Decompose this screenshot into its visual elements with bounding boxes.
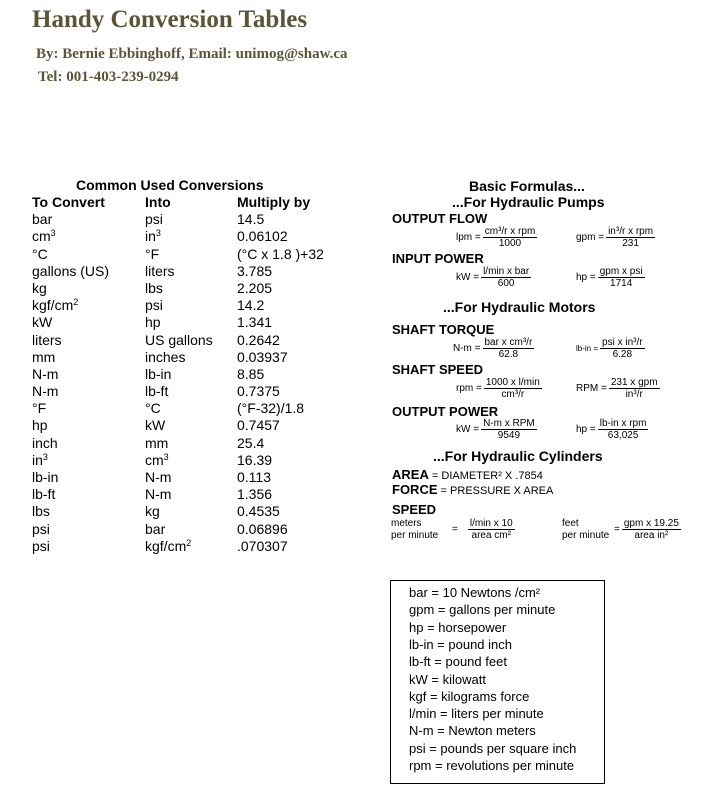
conversion-into: kg (145, 503, 160, 520)
conversion-into: mm (145, 434, 169, 451)
input-power-label: INPUT POWER (392, 251, 484, 266)
formula-shaft-torque-metric: N-m = $\frac{\text{bar x cm³/r}}{62.8}$ (453, 337, 533, 360)
glossary-item: rpm = revolutions per minute (409, 758, 575, 773)
conversion-into: inches (145, 348, 186, 365)
conversion-from: °C (32, 245, 48, 262)
conversion-from: hp (32, 417, 48, 434)
formula-speed-metric: = $\frac{\text{l/min x 10}}{\text{area cm²}}$ (452, 518, 513, 541)
cylinders-title: ...For Hydraulic Cylinders (433, 448, 603, 464)
glossary-item: lb-in = pound inch (409, 636, 512, 652)
conversion-factor: 0.113 (237, 469, 271, 485)
conversion-into: lbs (145, 279, 163, 296)
conversion-into: kW (145, 417, 166, 434)
conversion-factor: 25.4 (237, 434, 265, 451)
conversion-factor: 0.7457 (237, 417, 280, 434)
glossary-item: l/min = liters per minute (409, 706, 544, 722)
conversion-from: lb-in (32, 469, 59, 485)
formula-output-flow-metric: lpm = $\frac{\text{cm³/r x rpm}}{1000}$ (456, 226, 536, 249)
conversion-factor: (°C x 1.8 )+32 (237, 245, 324, 262)
conversion-into: °C (145, 400, 161, 417)
conversion-into: psi (145, 297, 163, 314)
conversion-into: liters (145, 262, 175, 279)
glossary-item: hp = horsepower (409, 619, 507, 635)
glossary-item: lb-ft = pound feet (409, 654, 507, 670)
conversion-factor: 8.85 (237, 365, 265, 382)
conversion-from: gallons (US) (32, 262, 110, 279)
conversion-factor: 0.06102 (237, 228, 288, 245)
conversion-factor: 1.341 (237, 314, 273, 331)
formula-shaft-speed-metric: rpm = $\frac{\text{1000 x l/min}}{\text{cm³/r}}$ (456, 377, 540, 400)
conversion-from: N-m (32, 365, 59, 382)
conversion-factor: 16.39 (237, 451, 273, 468)
pumps-title: ...For Hydraulic Pumps (452, 194, 605, 210)
conversion-into: kgf/$cm^2$ (145, 537, 192, 554)
conversion-into: $in^3$ (145, 228, 161, 245)
conversion-from: lbs (32, 503, 50, 520)
conversion-into: °F (145, 245, 160, 262)
formulas-title: Basic Formulas... (469, 178, 585, 194)
conversion-factor: 2.205 (237, 279, 273, 296)
formula-output-flow-imperial: gpm = $\frac{\text{in³/r x rpm}}{231}$ (576, 226, 654, 249)
speed-metric-lhs: meters per minute (391, 518, 439, 541)
formula-input-power-metric: kW = $\frac{\text{l/min x bar}}{600}$ (456, 266, 530, 289)
formula-input-power-imperial: hp = $\frac{\text{gpm x psi}}{1714}$ (576, 266, 643, 289)
conversion-from: mm (32, 348, 56, 365)
conversion-factor: (°F-32)/1.8 (237, 400, 305, 417)
shaft-torque-label: SHAFT TORQUE (392, 322, 495, 337)
conversion-from: psi (32, 537, 50, 554)
glossary-item: bar = 10 Newtons /cm² (409, 585, 541, 600)
conversion-factor: 0.06896 (237, 520, 288, 537)
output-flow-label: OUTPUT FLOW (392, 211, 488, 226)
conversion-from: $cm^3$ (32, 228, 56, 245)
conversion-from: liters (32, 331, 62, 348)
conversion-factor: .070307 (237, 537, 288, 554)
author-byline: By: Bernie Ebbinghoff, Email: unimog@shaw.ca (36, 46, 348, 62)
conversion-factor: 0.2642 (237, 331, 280, 348)
conversion-factor: 0.03937 (237, 348, 288, 365)
conversion-into: lb-in (145, 365, 172, 382)
conversion-factor: 0.4535 (237, 503, 280, 520)
speed-imperial-lhs: feet per minute (562, 518, 610, 541)
formula-output-power-imperial: hp = $\frac{\text{lb-in x rpm}}{63,025}$ (576, 418, 647, 441)
motors-title: ...For Hydraulic Motors (443, 299, 596, 315)
formula-shaft-speed-imperial: RPM = $\frac{\text{231 x gpm}}{\text{in³/r}}$ (576, 377, 658, 400)
formula-force: FORCE = PRESSURE X AREA (392, 482, 554, 497)
column-header-into: Into (145, 194, 171, 210)
conversion-factor: 3.785 (237, 262, 273, 279)
conversion-into: psi (145, 211, 163, 228)
conversion-factor: 0.7375 (237, 383, 280, 400)
speed-label: SPEED (392, 502, 437, 517)
conversion-into: N-m (145, 469, 172, 485)
conversion-from: °F (32, 400, 47, 417)
conversion-from: kg (32, 279, 47, 296)
conversion-into: $cm^3$ (145, 451, 169, 468)
conversion-from: inch (32, 434, 58, 451)
column-header-to-convert: To Convert (32, 194, 105, 210)
conversion-from: psi (32, 520, 50, 537)
glossary-item: kW = kilowatt (409, 671, 486, 687)
conversion-from: N-m (32, 383, 59, 400)
conversion-into: hp (145, 314, 161, 331)
glossary-item: psi = pounds per square inch (409, 740, 577, 756)
conversion-from: kW (32, 314, 53, 331)
formula-speed-imperial: = $\frac{\text{gpm x 19.25}}{\text{area in²}}$ (614, 518, 679, 541)
conversion-from: $in^3$ (32, 451, 48, 468)
conversion-from: lb-ft (32, 486, 56, 503)
glossary-item: N-m = Newton meters (409, 723, 536, 739)
conversions-title: Common Used Conversions (76, 177, 264, 193)
page-title: Handy Conversion Tables (32, 6, 308, 33)
conversion-into: bar (145, 520, 166, 537)
abbreviation-glossary (390, 580, 605, 784)
author-phone: Tel: 001-403-239-0294 (38, 69, 179, 85)
column-header-multiply-by: Multiply by (237, 194, 311, 210)
conversion-from: kgf/$cm^2$ (32, 297, 79, 314)
shaft-speed-label: SHAFT SPEED (392, 362, 484, 377)
formula-output-power-metric: kW = $\frac{\text{N-m x RPM}}{9549}$ (456, 418, 535, 441)
glossary-item: kgf = kilograms force (409, 688, 530, 704)
formula-area: AREA = DIAMETER² X .7854 (392, 467, 543, 482)
conversion-factor: 14.5 (237, 211, 265, 228)
formula-shaft-torque-imperial: lb-in = $\frac{\text{psi x in³/r}}{6.28}$ (576, 337, 643, 360)
glossary-item: gpm = gallons per minute (409, 602, 556, 618)
conversion-into: lb-ft (145, 383, 169, 400)
conversion-factor: 14.2 (237, 297, 265, 314)
conversion-from: bar (32, 211, 53, 228)
conversion-into: N-m (145, 486, 172, 503)
conversion-into: US gallons (145, 331, 213, 348)
output-power-label: OUTPUT POWER (392, 404, 499, 419)
conversion-factor: 1.356 (237, 486, 273, 503)
